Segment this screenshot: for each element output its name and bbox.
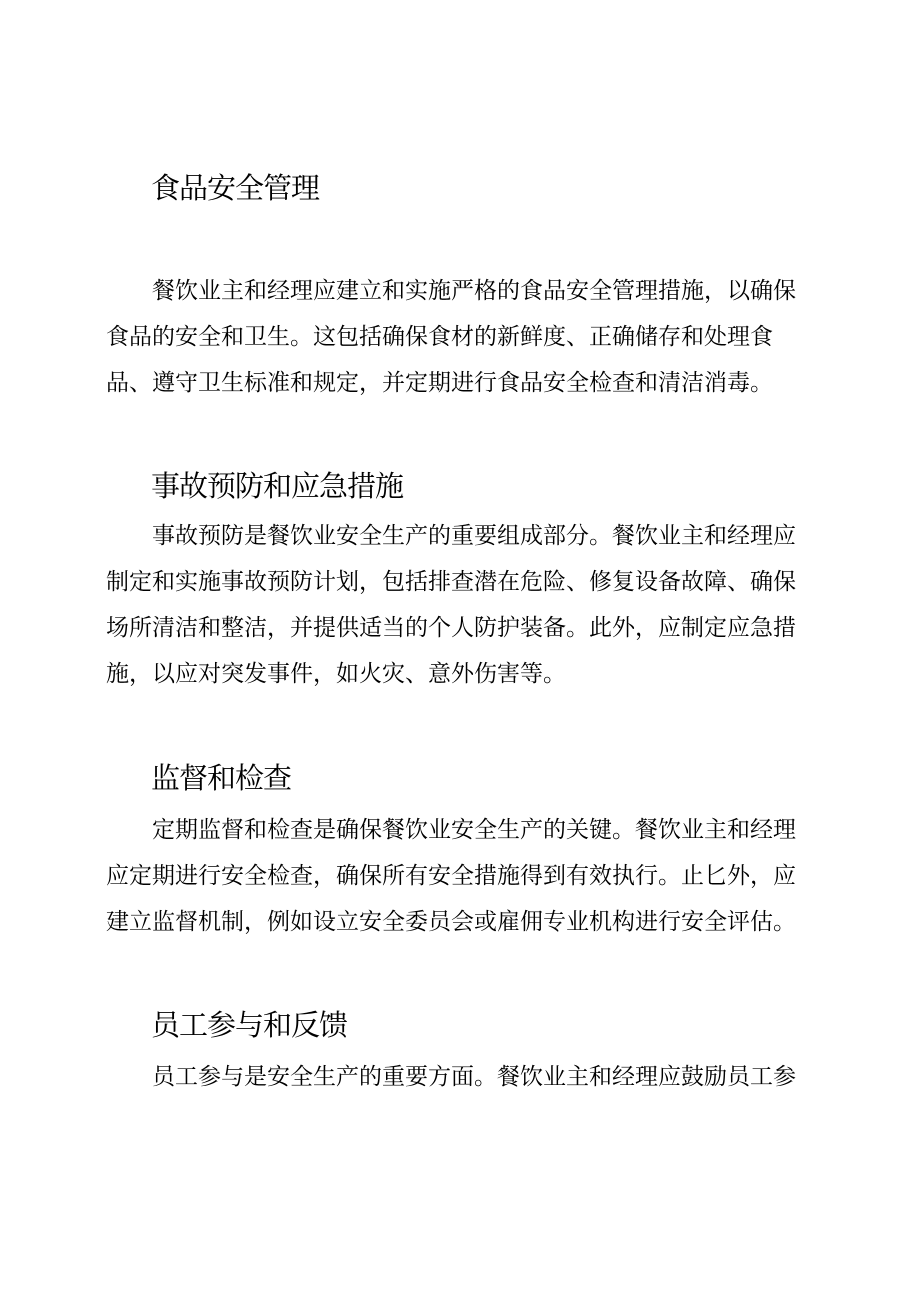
paragraph-line: 事故预防是餐饮业安全生产的重要组成部分。餐饮业主和经理应 (152, 523, 796, 549)
paragraph-line: 定期监督和检查是确保餐饮业安全生产的关键。餐饮业主和经理 (152, 817, 796, 843)
paragraph-line: 施，以应对突发事件，如火灾、意外伤害等。 (106, 661, 566, 687)
paragraph-line: 场所清洁和整洁，并提供适当的个人防护装备。此外，应制定应急措 (106, 615, 796, 641)
paragraph-line: 建立监督机制，例如设立安全委员会或雇佣专业机构进行安全评估。 (106, 909, 796, 935)
paragraph-line: 员工参与是安全生产的重要方面。餐饮业主和经理应鼓励员工参 (152, 1064, 796, 1090)
paragraph-line: 品、遵守卫生标准和规定，并定期进行食品安全检查和清洁消毒。 (106, 370, 773, 396)
section-heading-employee-participation: 员工参与和反馈 (151, 1008, 348, 1042)
paragraph-line: 制定和实施事故预防计划，包括排查潜在危险、修复设备故障、确保 (106, 569, 796, 595)
paragraph-line: 食品的安全和卫生。这包括确保食材的新鲜度、正确储存和处理食 (106, 324, 773, 350)
section-heading-supervision: 监督和检查 (151, 761, 292, 795)
paragraph-line: 餐饮业主和经理应建立和实施严格的食品安全管理措施，以确保 (152, 278, 796, 304)
section-body-supervision (106, 807, 806, 945)
section-body-accident-prevention (106, 513, 806, 697)
section-heading-food-safety: 食品安全管理 (151, 171, 320, 205)
section-body-food-safety (106, 268, 806, 406)
section-heading-accident-prevention: 事故预防和应急措施 (151, 469, 404, 503)
section-body-employee-participation (106, 1054, 806, 1100)
paragraph-line: 应定期进行安全检查，确保所有安全措施得到有效执行。止匕外，应 (106, 863, 796, 889)
